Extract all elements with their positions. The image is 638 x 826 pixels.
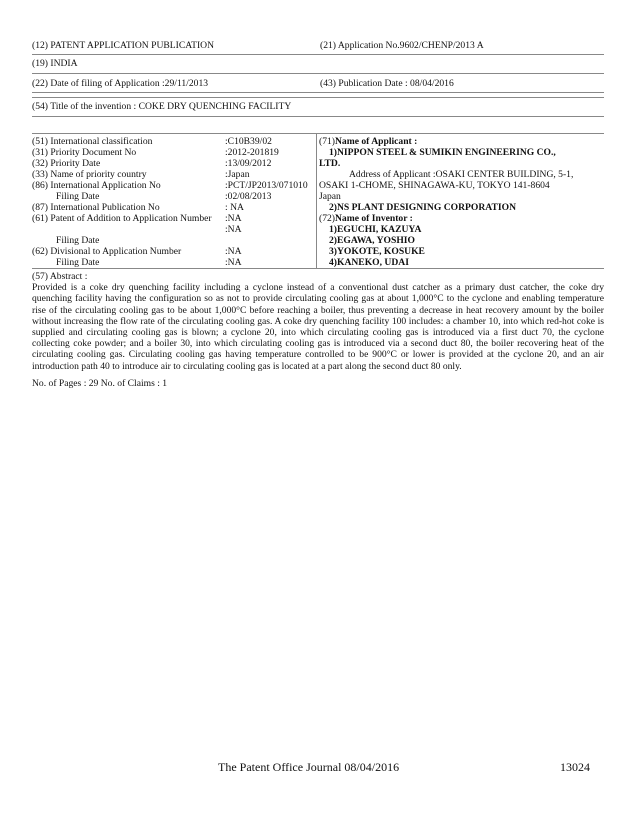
application-number: (21) Application No.9602/CHENP/2013 A	[320, 39, 484, 51]
applicant-name: 1)NIPPON STEEL & SUMIKIN ENGINEERING CO.,	[329, 147, 556, 158]
publication-date: (43) Publication Date : 08/04/2016	[320, 77, 454, 89]
detail-value: :Japan	[225, 169, 250, 180]
details-section	[32, 134, 604, 269]
detail-value: :02/08/2013	[225, 191, 272, 202]
journal-title: The Patent Office Journal 08/04/2016	[218, 760, 400, 774]
detail-row	[32, 202, 316, 213]
detail-row	[32, 169, 316, 180]
country: (19) INDIA	[32, 55, 604, 74]
page-claim-count: No. of Pages : 29 No. of Claims : 1	[32, 377, 168, 389]
detail-row	[32, 235, 316, 246]
detail-row	[32, 257, 316, 268]
applicant-heading: (71)Name of Applicant :	[319, 136, 418, 147]
detail-label: (87) International Publication No	[32, 202, 160, 213]
detail-label: (31) Priority Document No	[32, 147, 137, 158]
detail-row	[32, 213, 316, 235]
detail-value: :13/09/2012	[225, 158, 272, 169]
applicant-country: Japan	[319, 191, 341, 202]
detail-value: :2012-201819	[225, 147, 279, 158]
detail-value: :PCT/JP2013/071010	[225, 180, 308, 191]
inventor-name: 4)KANEKO, UDAI	[329, 257, 409, 268]
detail-label: (62) Divisional to Application Number	[32, 246, 182, 257]
detail-row	[32, 246, 316, 257]
detail-value: :NA	[225, 246, 242, 257]
patent-record	[32, 36, 604, 389]
detail-value	[225, 213, 316, 235]
detail-value: :NA	[225, 257, 242, 268]
detail-row	[32, 191, 316, 202]
abstract-heading: (57) Abstract :	[32, 271, 88, 282]
detail-value-text: :NA	[225, 224, 242, 235]
abstract-text: Provided is a coke dry quenching facility including a cyclone instead of a conventional dust catcher as a primary dust catcher, the coke dry quenching facility having the configuration so as not to provide circulating cooling gas at about 1,000°C to the cyclone and enabling temperature rise of the circulating cooling gas to be about 1,000°C before reaching a boiler, thus preventing a decrease in heat recovery amount by the boiler without increasing the flow rate of the circulating cooling gas. A coke dry quenching facility 100 includes: a chamber 10, into which red-hot coke is supplied and circulating cooling gas is blown; a cyclone 20, into which circulating cooling gas is introduced via a first duct 70, the cyclone collecting coke powder; and a boiler 30, into which circulating cooling gas is introduced via a second duct 80, the boiler recovering heat of the circulating cooling gas. Circulating cooling gas having temperature controlled to be 900°C or lower is provided at the cyclone 20, and an air introduction path 40 to introduce air to circulating cooling gas is located at a part along the second duct 80 only.	[32, 282, 604, 372]
second-applicant: 2)NS PLANT DESIGNING CORPORATION	[329, 202, 517, 213]
inventor-name: 1)EGUCHI, KAZUYA	[329, 224, 422, 235]
applicant-inventor-details	[317, 134, 604, 268]
detail-label: Filing Date	[56, 257, 100, 268]
detail-value: : NA	[225, 202, 244, 213]
detail-value: :C10B39/02	[225, 136, 272, 147]
detail-row	[32, 158, 316, 169]
applicant-name-cont: LTD.	[319, 158, 341, 169]
inventor-name: 3)YOKOTE, KOSUKE	[329, 246, 425, 257]
abstract-section	[32, 269, 604, 389]
detail-label: (61) Patent of Addition to Application Number	[32, 213, 212, 224]
invention-title: (54) Title of the invention : COKE DRY QUENCHING FACILITY	[32, 97, 604, 117]
page-number: 13024	[560, 760, 590, 774]
detail-label: (51) International classification	[32, 136, 153, 147]
detail-value-text: :NA	[225, 213, 242, 224]
publication-type: (12) PATENT APPLICATION PUBLICATION	[32, 39, 215, 51]
detail-row	[32, 147, 316, 158]
detail-label: Filing Date	[56, 235, 100, 246]
applicant-address: Address of Applicant :OSAKI CENTER BUILDING, 5-1,	[349, 169, 574, 180]
bibliographic-details	[32, 134, 317, 268]
detail-label: (32) Priority Date	[32, 158, 101, 169]
inventor-heading: (72)Name of Inventor :	[319, 213, 413, 224]
applicant-address-cont: OSAKI 1-CHOME, SHINAGAWA-KU, TOKYO 141-8604	[319, 180, 550, 191]
detail-label: Filing Date	[56, 191, 100, 202]
detail-row	[32, 180, 316, 191]
detail-label: (33) Name of priority country	[32, 169, 147, 180]
filing-date: (22) Date of filing of Application :29/11/2013	[32, 77, 209, 89]
header-row-1	[32, 36, 604, 55]
header-row-3	[32, 74, 604, 93]
detail-label: (86) International Application No	[32, 180, 161, 191]
detail-row	[32, 136, 316, 147]
inventor-name: 2)EGAWA, YOSHIO	[329, 235, 416, 246]
